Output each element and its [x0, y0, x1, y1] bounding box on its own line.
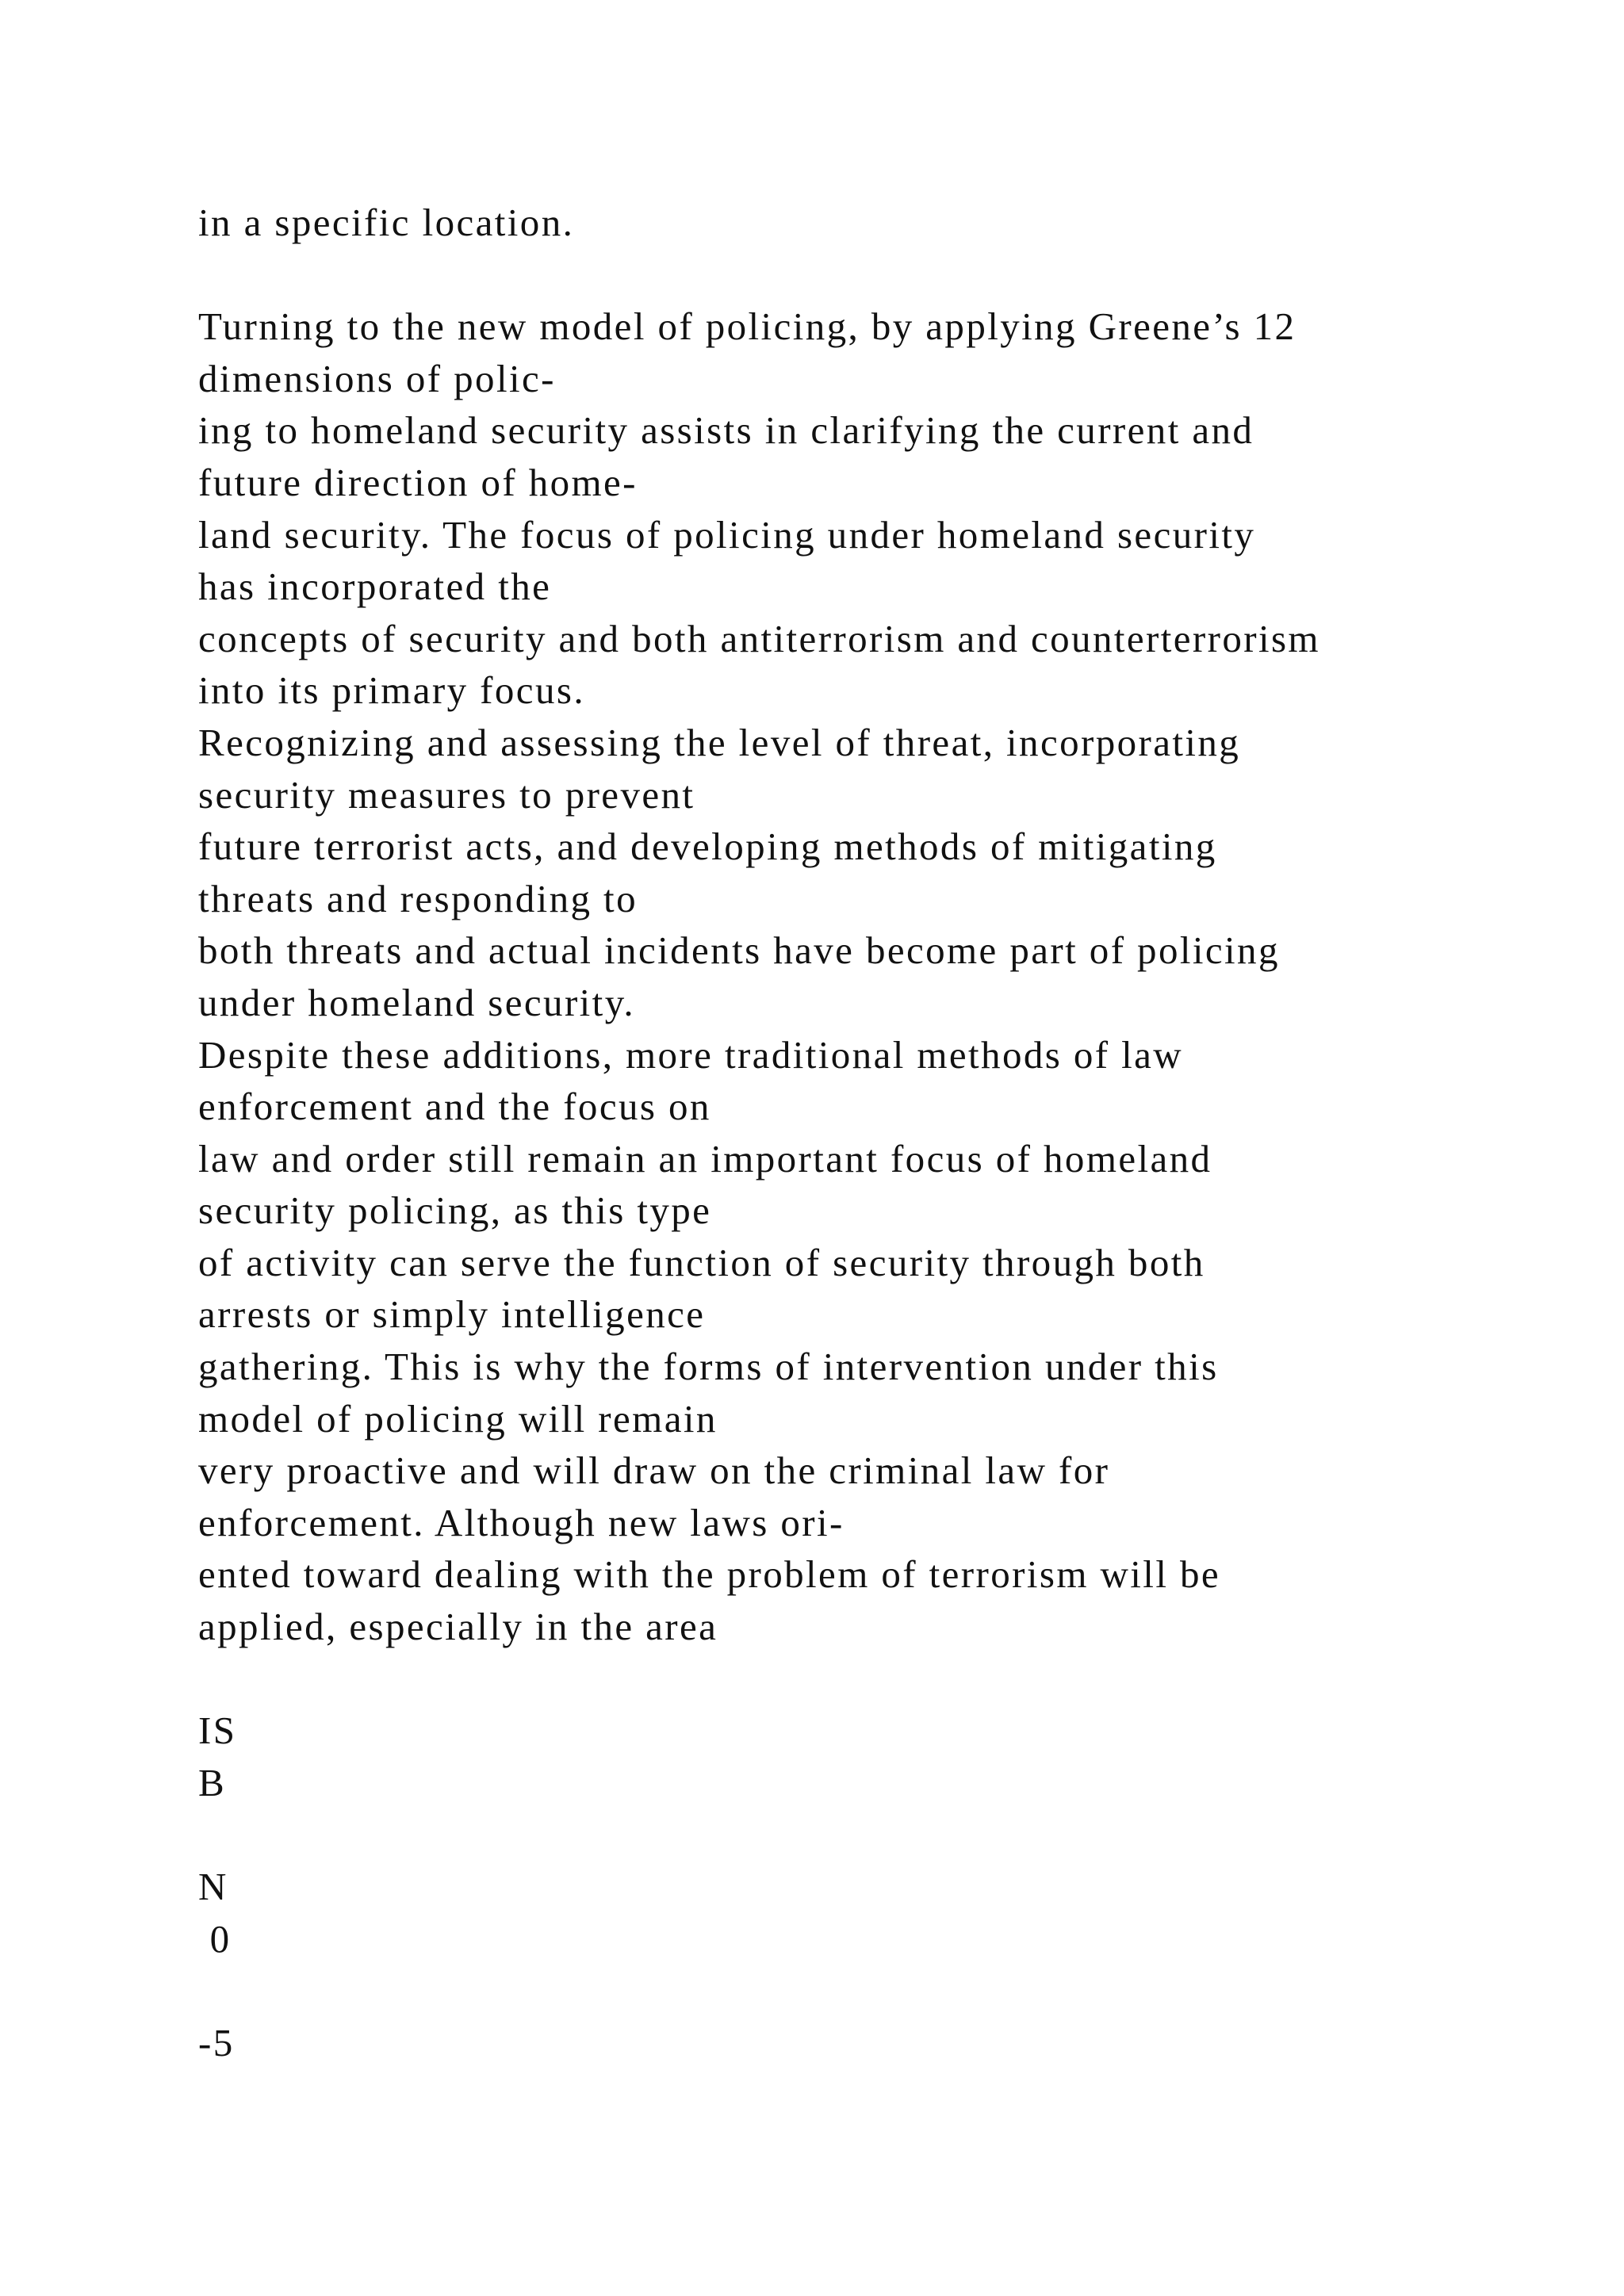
text-line: under homeland security.	[198, 980, 636, 1024]
text-line: land security. The focus of policing under homeland security	[198, 512, 1256, 557]
blank-line	[198, 1808, 1594, 1861]
text-line: Turning to the new model of policing, by applying Greene’s 12	[198, 304, 1297, 349]
text-line: applied, especially in the area	[198, 1605, 718, 1649]
isbn-fragment: 0	[198, 1916, 232, 1961]
text-line: concepts of security and both antiterrorism and counterterrorism	[198, 616, 1320, 660]
text-line: security measures to prevent	[198, 772, 695, 817]
text-line: ented toward dealing with the problem of terrorism will be	[198, 1552, 1221, 1597]
isbn-fragment: B	[198, 1760, 227, 1804]
blank-line	[198, 1965, 1594, 2017]
isbn-fragment: IS	[198, 1709, 237, 1753]
text-line: both threats and actual incidents have become part of policing	[198, 928, 1280, 973]
text-line: model of policing will remain	[198, 1396, 718, 1441]
text-line: future direction of home-	[198, 460, 638, 504]
isbn-fragment: -5	[198, 2020, 235, 2064]
text-line: future terrorist acts, and developing methods of mitigating	[198, 825, 1217, 869]
body-text	[198, 197, 1594, 2068]
blank-line	[198, 249, 1594, 301]
text-line: Despite these additions, more traditional methods of law	[198, 1032, 1184, 1077]
text-line: very proactive and will draw on the criminal law for	[198, 1448, 1110, 1493]
text-line: dimensions of polic-	[198, 356, 556, 400]
text-line: has incorporated the	[198, 564, 552, 609]
blank-line	[198, 1653, 1594, 1705]
text-line: law and order still remain an important focus of homeland	[198, 1136, 1212, 1181]
text-line: gathering. This is why the forms of intervention under this	[198, 1345, 1219, 1389]
text-line: into its primary focus.	[198, 668, 585, 713]
text-line: security policing, as this type	[198, 1188, 712, 1233]
text-line: Recognizing and assessing the level of threat, incorporating	[198, 720, 1241, 764]
text-line: in a specific location.	[198, 201, 575, 244]
isbn-fragment: N	[198, 1865, 228, 1908]
text-line: enforcement. Although new laws ori-	[198, 1500, 845, 1544]
text-line: enforcement and the focus on	[198, 1085, 711, 1129]
text-line: ing to homeland security assists in clarifying the current and	[198, 408, 1254, 453]
text-line: arrests or simply intelligence	[198, 1292, 706, 1337]
text-line: of activity can serve the function of security through both	[198, 1240, 1205, 1284]
text-line: threats and responding to	[198, 876, 638, 920]
